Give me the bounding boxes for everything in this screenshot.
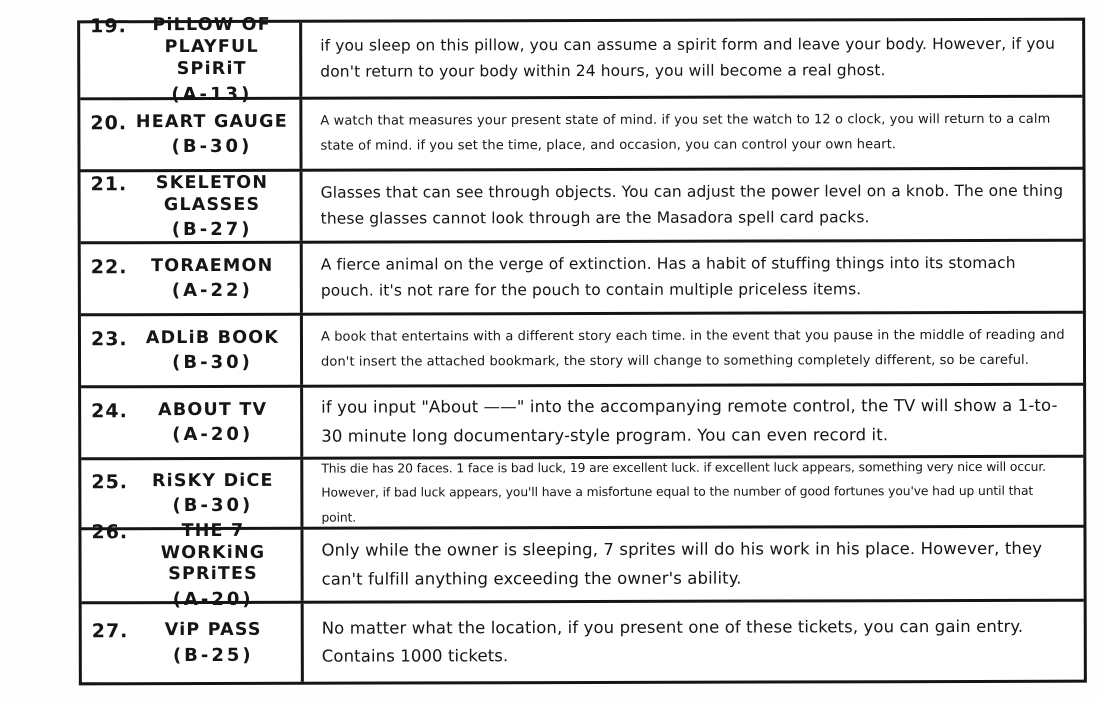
item-name-cell <box>81 244 303 314</box>
item-name-cell <box>81 316 303 386</box>
item-description-cell <box>303 386 1083 457</box>
item-code: (A-22) <box>171 280 253 302</box>
item-description-cell <box>303 314 1083 385</box>
item-name: PiLLOW OF PLAYFUL SPiRiT <box>152 15 271 79</box>
item-name: SKELETON GLASSES <box>155 172 269 215</box>
item-number: 25. <box>91 470 129 493</box>
item-name-cell <box>81 520 303 611</box>
item-row-20 <box>80 95 1082 170</box>
item-code: (A-20) <box>172 424 254 446</box>
item-description-cell <box>302 98 1082 169</box>
item-row-26 <box>81 520 1083 611</box>
item-name-cell <box>80 15 302 105</box>
item-name: ViP PASS <box>164 619 262 641</box>
item-description: if you sleep on this pillow, you can assume a spirit form and leave your body. However, if you don't return to your body within 24 hours, you will become a real ghost. <box>320 35 1056 81</box>
item-code: (B-25) <box>172 644 254 667</box>
item-description-cell <box>304 602 1084 682</box>
item-description-cell <box>302 21 1082 97</box>
item-number: 21. <box>90 172 128 195</box>
item-name: THE 7 WORKiNG SPRiTES <box>160 520 266 585</box>
item-code: (B-30) <box>171 136 253 158</box>
item-description-cell <box>303 170 1083 241</box>
item-name: ADLiB BOOK <box>145 327 280 348</box>
item-description: if you input "About ——" into the accompanying remote control, the TV will show a 1-to-30 minute long documentary-style program. You can even record it. <box>321 396 1058 446</box>
item-description-cell <box>303 242 1083 313</box>
item-row-24 <box>81 383 1083 458</box>
item-name: TORAEMON <box>151 255 274 276</box>
item-name-cell <box>82 604 304 683</box>
item-description-cell <box>303 458 1083 527</box>
item-description-cell <box>303 528 1083 601</box>
item-description: A watch that measures your present state of mind. if you set the watch to 12 o clock, you will return to a calm state of mind. if you set the time, place, and occasion, you can control your own heart. <box>320 111 1051 154</box>
item-number: 19. <box>90 15 127 38</box>
item-name-cell <box>81 460 303 528</box>
item-description: This die has 20 faces. 1 face is bad luck, 19 are excellent luck. if excellent luck appears, something very nice will occur. However, if bad luck appears, you'll have a misfortune equal to the number of good fortunes you've had up until that point. <box>321 459 1047 525</box>
item-row-21 <box>81 167 1083 242</box>
item-description: Glasses that can see through objects. You can adjust the power level on a knob. The one thing these glasses cannot look through are the Masadora spell card packs. <box>320 181 1064 228</box>
item-description: No matter what the location, if you present one of these tickets, you can gain entry. Contains 1000 tickets. <box>321 616 1024 666</box>
item-number: 22. <box>90 255 128 278</box>
item-name-cell <box>81 172 303 242</box>
item-code: (A-20) <box>172 589 254 611</box>
item-number: 24. <box>91 399 128 422</box>
item-name: ABOUT TV <box>158 399 268 420</box>
item-row-19 <box>80 15 1082 105</box>
item-row-27 <box>82 599 1084 683</box>
item-code: (B-30) <box>172 495 254 517</box>
item-description: Only while the owner is sleeping, 7 sprites will do his work in his place. However, they can't fulfill anything exceeding the owner's ability. <box>321 539 1043 589</box>
item-name-cell <box>80 100 302 170</box>
item-code: (B-30) <box>172 352 253 374</box>
item-name: RiSKY DiCE <box>151 470 274 491</box>
item-name: HEART GAUGE <box>135 111 288 132</box>
item-number: 27. <box>91 620 129 643</box>
item-number: 26. <box>91 520 129 543</box>
item-row-25 <box>81 455 1083 528</box>
item-code: (A-13) <box>171 83 253 105</box>
item-row-23 <box>81 311 1083 386</box>
item-row-22 <box>81 239 1083 314</box>
item-table <box>77 15 1087 686</box>
item-description: A book that entertains with a different story each time. in the event that you pause in the middle of reading and don't insert the attached bookmark, the story will change to something completely different, so be careful. <box>320 327 1065 370</box>
item-number: 23. <box>90 327 128 350</box>
item-number: 20. <box>90 111 128 134</box>
item-code: (B-27) <box>171 219 253 241</box>
item-name-cell <box>81 388 303 458</box>
item-description: A fierce animal on the verge of extinction. Has a habit of stuffing things into its stomach pouch. it's not rare for the pouch to contain multiple priceless items. <box>320 253 1016 300</box>
